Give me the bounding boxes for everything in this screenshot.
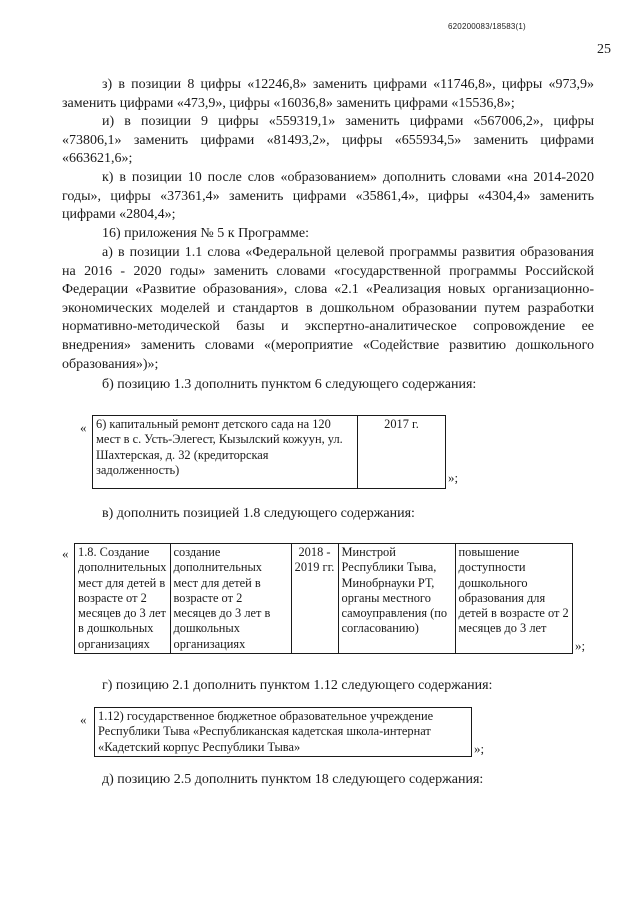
paragraph-d-text: д) позицию 2.5 дополнить пунктом 18 следующего содержания: [102, 772, 484, 787]
paragraph-b [62, 376, 594, 395]
table3-open-quote: « [80, 712, 87, 727]
table2-cell-period: 2018 - 2019 гг. [291, 544, 338, 654]
paragraph-g-text: г) позицию 2.1 дополнить пунктом 1.12 следующего содержания: [102, 678, 493, 693]
table2-cell-activity: создание дополнительных мест для детей в возрасте от 2 месяцев до 3 лет в дошкольных организациях [170, 544, 291, 654]
paragraph-i [62, 113, 594, 169]
paragraph-a-text: а) в позиции 1.1 слова «Федеральной целевой программы развития образования на 2016 - 2020 годы» заменить словами «государственной программы Российской Федерации «Развитие образования», слова «2.1 «Реализация новых организационно-экономических моделей и стандартов в дошкольном образовании путем разработки нормативно-методической базы и экспертно-аналитическое сопровождение ее внедрения» заменить словами «(мероприятие «Содействие развитию дошкольного образования»)»; [62, 245, 594, 372]
paragraph-v-text: в) дополнить позицией 1.8 следующего содержания: [102, 506, 415, 521]
table1-open-quote: « [80, 420, 87, 435]
table2-open-quote: « [62, 546, 69, 561]
paragraph-g [62, 677, 594, 696]
table1-cell-content: 6) капитальный ремонт детского сада на 120 мест в с. Усть-Элегест, Кызылский кожуун, ул. Шахтерская, д. 32 (кредиторская задолженность) [93, 416, 358, 489]
paragraph-16-text: 16) приложения № 5 к Программе: [102, 226, 309, 241]
paragraph-k [62, 169, 594, 225]
table3-cell-content: 1.12) государственное бюджетное образовательное учреждение Республики Тыва «Республиканская кадетская школа-интернат «Кадетский корпус Республики Тыва» [95, 708, 472, 757]
table1 [92, 415, 446, 489]
document-number: 620200083/18583(1) [448, 22, 526, 31]
table2 [74, 543, 573, 654]
table1-close-quote: »; [448, 470, 459, 485]
paragraph-z [62, 76, 594, 113]
paragraph-d [62, 771, 594, 790]
table-row [93, 416, 446, 489]
paragraph-k-text: к) в позиции 10 после слов «образованием» дополнить словами «на 2014-2020 годы», цифры «37361,4» заменить цифрами «35861,4», цифры «4304,4» заменить цифрами «2804,4»; [62, 170, 594, 223]
paragraph-i-text: и) в позиции 9 цифры «559319,1» заменить цифрами «567006,2», цифры «73806,1» заменить цифрами «81493,2», цифры «655934,5» заменить цифрами «663621,6»; [62, 114, 594, 167]
paragraph-z-text: з) в позиции 8 цифры «12246,8» заменить цифрами «11746,8», цифры «973,9» заменить цифрами «473,9», цифры «16036,8» заменить цифрами «15536,8»; [62, 77, 594, 111]
table2-cell-position: 1.8. Создание дополнительных мест для детей в возрасте от 2 месяцев до 3 лет в дошкольных организациях [75, 544, 171, 654]
table2-cell-result: повышение доступности дошкольного образования для детей в возрасте от 2 месяцев до 3 лет [455, 544, 573, 654]
paragraph-v [62, 505, 594, 524]
paragraph-a [62, 244, 594, 374]
table-row [95, 708, 472, 757]
page-number: 25 [597, 42, 611, 57]
table2-cell-executors: Минстрой Республики Тыва, Минобрнауки РТ, органы местного самоуправления (по согласованию) [338, 544, 455, 654]
paragraph-16 [62, 225, 594, 244]
table3-close-quote: »; [474, 741, 485, 756]
table2-close-quote: »; [575, 638, 586, 653]
table-row [75, 544, 573, 654]
table3 [94, 707, 472, 757]
table1-cell-year: 2017 г. [358, 416, 446, 489]
paragraph-b-text: б) позицию 1.3 дополнить пунктом 6 следующего содержания: [102, 377, 477, 392]
